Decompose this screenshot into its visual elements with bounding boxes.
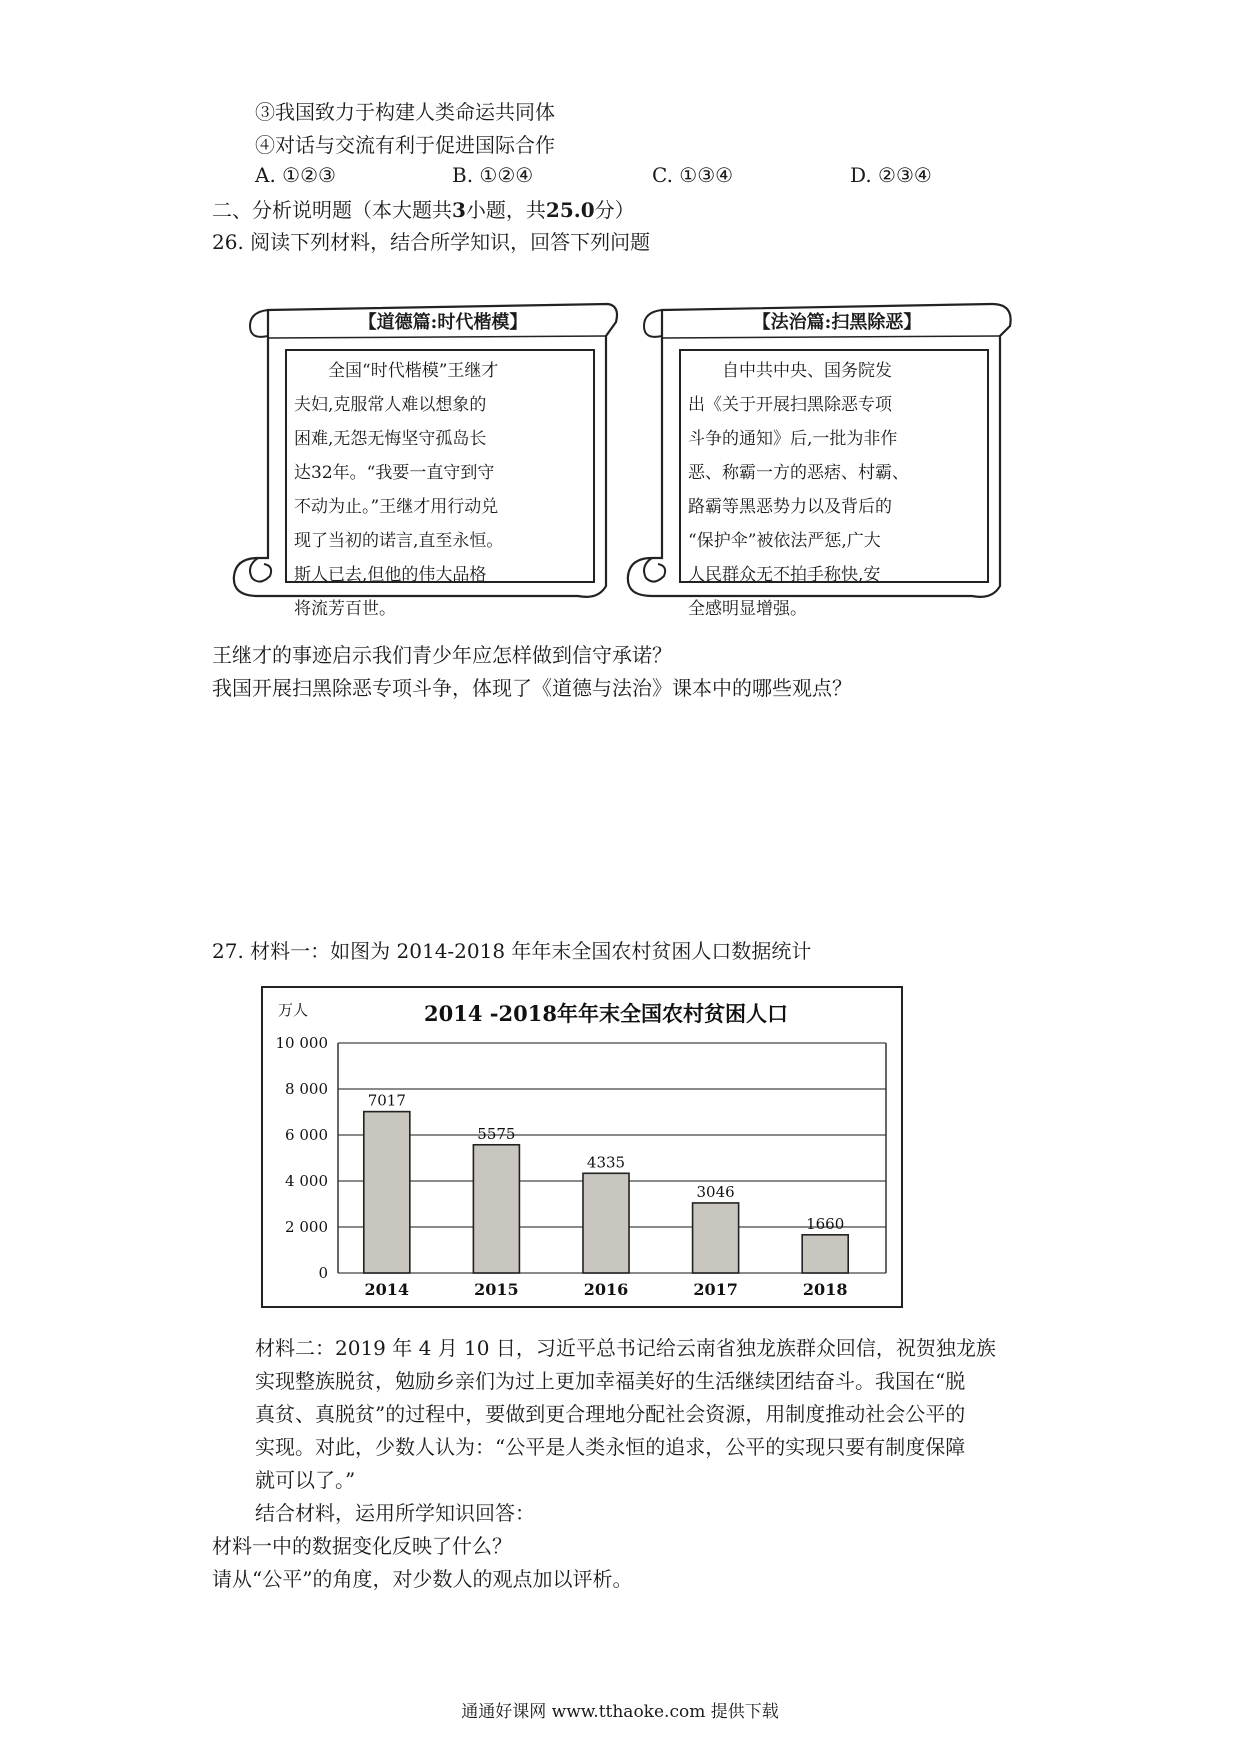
chart-bar (583, 1173, 629, 1273)
page-footer: 通通好课网 www.tthaoke.com 提供下载 (461, 1702, 779, 1722)
section-2-heading (212, 196, 635, 224)
panel-right-line: 路霸等黑恶势力以及背后的 (688, 497, 892, 517)
q27-material2-line: 材料二：2019 年 4 月 10 日，习近平总书记给云南省独龙族群众回信，祝贺独龙族 (255, 1336, 996, 1360)
panel-right-line: 恶、称霸一方的恶痞、村霸、 (688, 463, 909, 483)
q27-instruction: 结合材料，运用所学知识回答： (255, 1501, 535, 1525)
chart-data-label: 5575 (477, 1124, 516, 1143)
section-2-suffix: 分） (594, 198, 635, 222)
panel-right-line: 自中共中央、国务院发 (722, 361, 892, 381)
chart-data-label: 1660 (806, 1214, 845, 1233)
q25-option-d: D. ②③④ (850, 163, 932, 187)
q25-statement-4: ④对话与交流有利于促进国际合作 (255, 133, 555, 157)
panel-left-line: 将流芳百世。 (294, 599, 396, 619)
section-2-prefix: 二、分析说明题（本大题共 (212, 198, 452, 222)
panel-left-body (294, 354, 590, 626)
chart-y-tick-label: 6 000 (285, 1126, 328, 1144)
chart-data-label: 7017 (367, 1091, 406, 1110)
chart-data-label: 4335 (586, 1153, 626, 1172)
panel-left-line: 全国“时代楷模”王继才 (328, 361, 499, 381)
chart-y-tick-label: 10 000 (275, 1034, 328, 1052)
panel-right-line: 斗争的通知》后,一批为非作 (688, 429, 898, 449)
chart-y-tick-label: 0 (318, 1264, 328, 1282)
panel-right-line: “保护伞”被依法严惩,广大 (688, 531, 881, 551)
poverty-chart (258, 983, 906, 1313)
poverty-chart-svg (258, 983, 906, 1313)
chart-y-tick-label: 4 000 (285, 1172, 328, 1190)
panel-right-line: 人民群众无不拍手称快,安 (688, 565, 881, 585)
chart-x-tick-label: 2017 (693, 1280, 738, 1299)
q26-question-1: 王继才的事迹启示我们青少年应怎样做到信守承诺？ (212, 643, 672, 667)
panel-left-line: 夫妇,克服常人难以想象的 (294, 395, 487, 415)
q25-option-b: B. ①②④ (452, 163, 534, 187)
q25-statement-3: ③我国致力于构建人类命运共同体 (255, 100, 555, 124)
panel-left-line: 困难,无怨无悔坚守孤岛长 (294, 429, 487, 449)
panel-left-line: 达32年。“我要一直守到守 (294, 463, 495, 483)
panel-right-body (688, 354, 984, 626)
q25-option-a: A. ①②③ (255, 163, 336, 187)
chart-x-tick-label: 2015 (474, 1280, 519, 1299)
q26-question-2: 我国开展扫黑除恶专项斗争，体现了《道德与法治》课本中的哪些观点？ (212, 676, 852, 700)
q27-material2-line: 真贫、真脱贫”的过程中，要做到更合理地分配社会资源，用制度推动社会公平的 (255, 1402, 966, 1426)
panel-left-line: 现了当初的诺言,直至永恒。 (294, 531, 504, 551)
section-2-count: 3 (452, 198, 466, 222)
panel-moral-model (228, 296, 620, 619)
chart-bar (802, 1235, 848, 1273)
chart-y-tick-label: 2 000 (285, 1218, 328, 1236)
chart-data-label: 3046 (696, 1182, 735, 1201)
panel-rule-of-law (622, 296, 1014, 619)
chart-bar (693, 1203, 739, 1273)
chart-x-tick-label: 2014 (364, 1280, 410, 1299)
chart-y-tick-label: 8 000 (285, 1080, 328, 1098)
section-2-mid: 小题，共 (465, 198, 546, 222)
panel-right-title: 【法治篇:扫黑除恶】 (752, 312, 922, 333)
chart-y-axis-label: 万人 (278, 1001, 309, 1019)
panel-right-line: 全感明显增强。 (688, 599, 807, 619)
q27-material2-line: 就可以了。” (255, 1468, 356, 1492)
section-2-score: 25.0 (545, 198, 595, 222)
q26-stem: 26. 阅读下列材料，结合所学知识，回答下列问题 (212, 230, 651, 254)
chart-bar (364, 1112, 410, 1273)
chart-title: 2014 -2018年年末全国农村贫困人口 (424, 1001, 788, 1026)
q27-question-2: 请从“公平”的角度，对少数人的观点加以评析。 (212, 1567, 633, 1591)
chart-x-tick-label: 2016 (583, 1280, 629, 1299)
chart-bar (473, 1145, 519, 1273)
panel-left-title: 【道德篇:时代楷模】 (358, 312, 528, 333)
q27-material2-line: 实现。对此，少数人认为：“公平是人类永恒的追求，公平的实现只要有制度保障 (255, 1435, 966, 1459)
q27-stem: 27. 材料一：如图为 2014-2018 年年末全国农村贫困人口数据统计 (212, 939, 812, 963)
q25-option-c: C. ①③④ (652, 163, 734, 187)
panel-right-line: 出《关于开展扫黑除恶专项 (688, 395, 892, 415)
panel-left-line: 不动为止。”王继才用行动兑 (294, 497, 499, 517)
q27-question-1: 材料一中的数据变化反映了什么？ (212, 1534, 512, 1558)
panel-left-line: 斯人已去,但他的伟大品格 (294, 565, 487, 585)
chart-x-tick-label: 2018 (802, 1280, 848, 1299)
q27-material2-line: 实现整族脱贫，勉励乡亲们为过上更加幸福美好的生活继续团结奋斗。我国在“脱 (255, 1369, 966, 1393)
